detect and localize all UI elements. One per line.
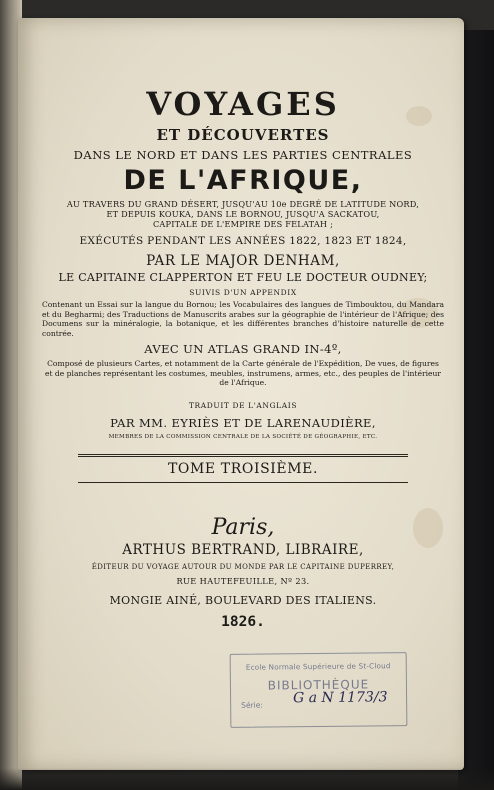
author-others: LE CAPITAINE CLAPPERTON ET FEU LE DOCTEUR OUDNEY;: [58, 270, 428, 284]
title-page-text: [40, 86, 446, 631]
stamp-series-label: Série:: [241, 700, 263, 710]
bottom-shadow: [0, 768, 494, 790]
translator-membership: MEMBRES DE LA COMMISSION CENTRALE DE LA SOCIÉTÉ DE GÉOGRAPHIE, ETC.: [108, 433, 378, 440]
stamp-label: BIBLIOTHÈQUE: [267, 677, 370, 693]
route-line: AU TRAVERS DU GRAND DÉSERT, JUSQU'AU 10e DEGRÉ DE LATITUDE NORD,: [66, 199, 420, 210]
imprint-city: Paris,: [211, 515, 275, 541]
subtitle-et: ET DÉCOUVERTES: [156, 125, 330, 144]
imprint-publisher: ARTHUS BERTRAND, LIBRAIRE,: [122, 542, 364, 559]
book-title: VOYAGES: [146, 85, 340, 123]
years-line: EXÉCUTÉS PENDANT LES ANNÉES 1822, 1823 ET 1824,: [79, 235, 407, 248]
author-major: PAR LE MAJOR DENHAM,: [146, 253, 340, 270]
appendix-text: Contenant un Essai sur la langue du Bornou; les Vocabulaires des langues de Timbouktou, du Mandara et du Begharmi; des Traductions de Manuscrits arabes sur la géographie de l'intérieur de l'Afrique; des Documens sur la minéralogie, la botanique, et les différentes branches d'histoire naturelle de cette contrée.: [42, 300, 444, 338]
atlas-text: Composé de plusieurs Cartes, et notamment de la Carte générale de l'Expédition, De vues, de figures et de planches représentant les costumes, meubles, instrumens, armes, etc., des peuples de l'intérieur de l'Afrique.: [44, 359, 442, 388]
translation-heading: TRADUIT DE L'ANGLAIS: [188, 400, 298, 410]
imprint-address: RUE HAUTEFEUILLE, Nº 23.: [176, 575, 310, 586]
stamp-school: Ecole Normale Supérieure de St-Cloud: [245, 661, 391, 672]
imprint-printer: MONGIE AINÉ, BOULEVARD DES ITALIENS.: [109, 594, 377, 608]
volume-rule-bottom: [78, 482, 408, 483]
translators: PAR MM. EYRIÈS ET DE LARENAUDIÈRE,: [110, 416, 376, 431]
imprint-publisher-note: ÉDITEUR DU VOYAGE AUTOUR DU MONDE PAR LE CAPITAINE DUPERREY,: [91, 562, 395, 571]
route-line: ET DEPUIS KOUKA, DANS LE BORNOU, JUSQU'A SACKATOU,: [106, 209, 380, 220]
volume-block: [78, 454, 408, 483]
route-line: CAPITALE DE L'EMPIRE DES FELATAH ;: [152, 219, 334, 230]
appendix-heading: SUIVIS D'UN APPENDIX: [189, 287, 297, 297]
atlas-heading: AVEC UN ATLAS GRAND IN-4º,: [144, 342, 342, 357]
volume-label: TOME TROISIÈME.: [167, 461, 319, 478]
stamp-shelfmark: G a N 1173/3: [293, 689, 388, 707]
imprint-year: 1826.: [221, 614, 265, 631]
subtitle-dans: DANS LE NORD ET DANS LES PARTIES CENTRALES: [73, 148, 413, 163]
main-subject: DE L'AFRIQUE,: [123, 165, 363, 197]
library-stamp: [230, 652, 408, 728]
